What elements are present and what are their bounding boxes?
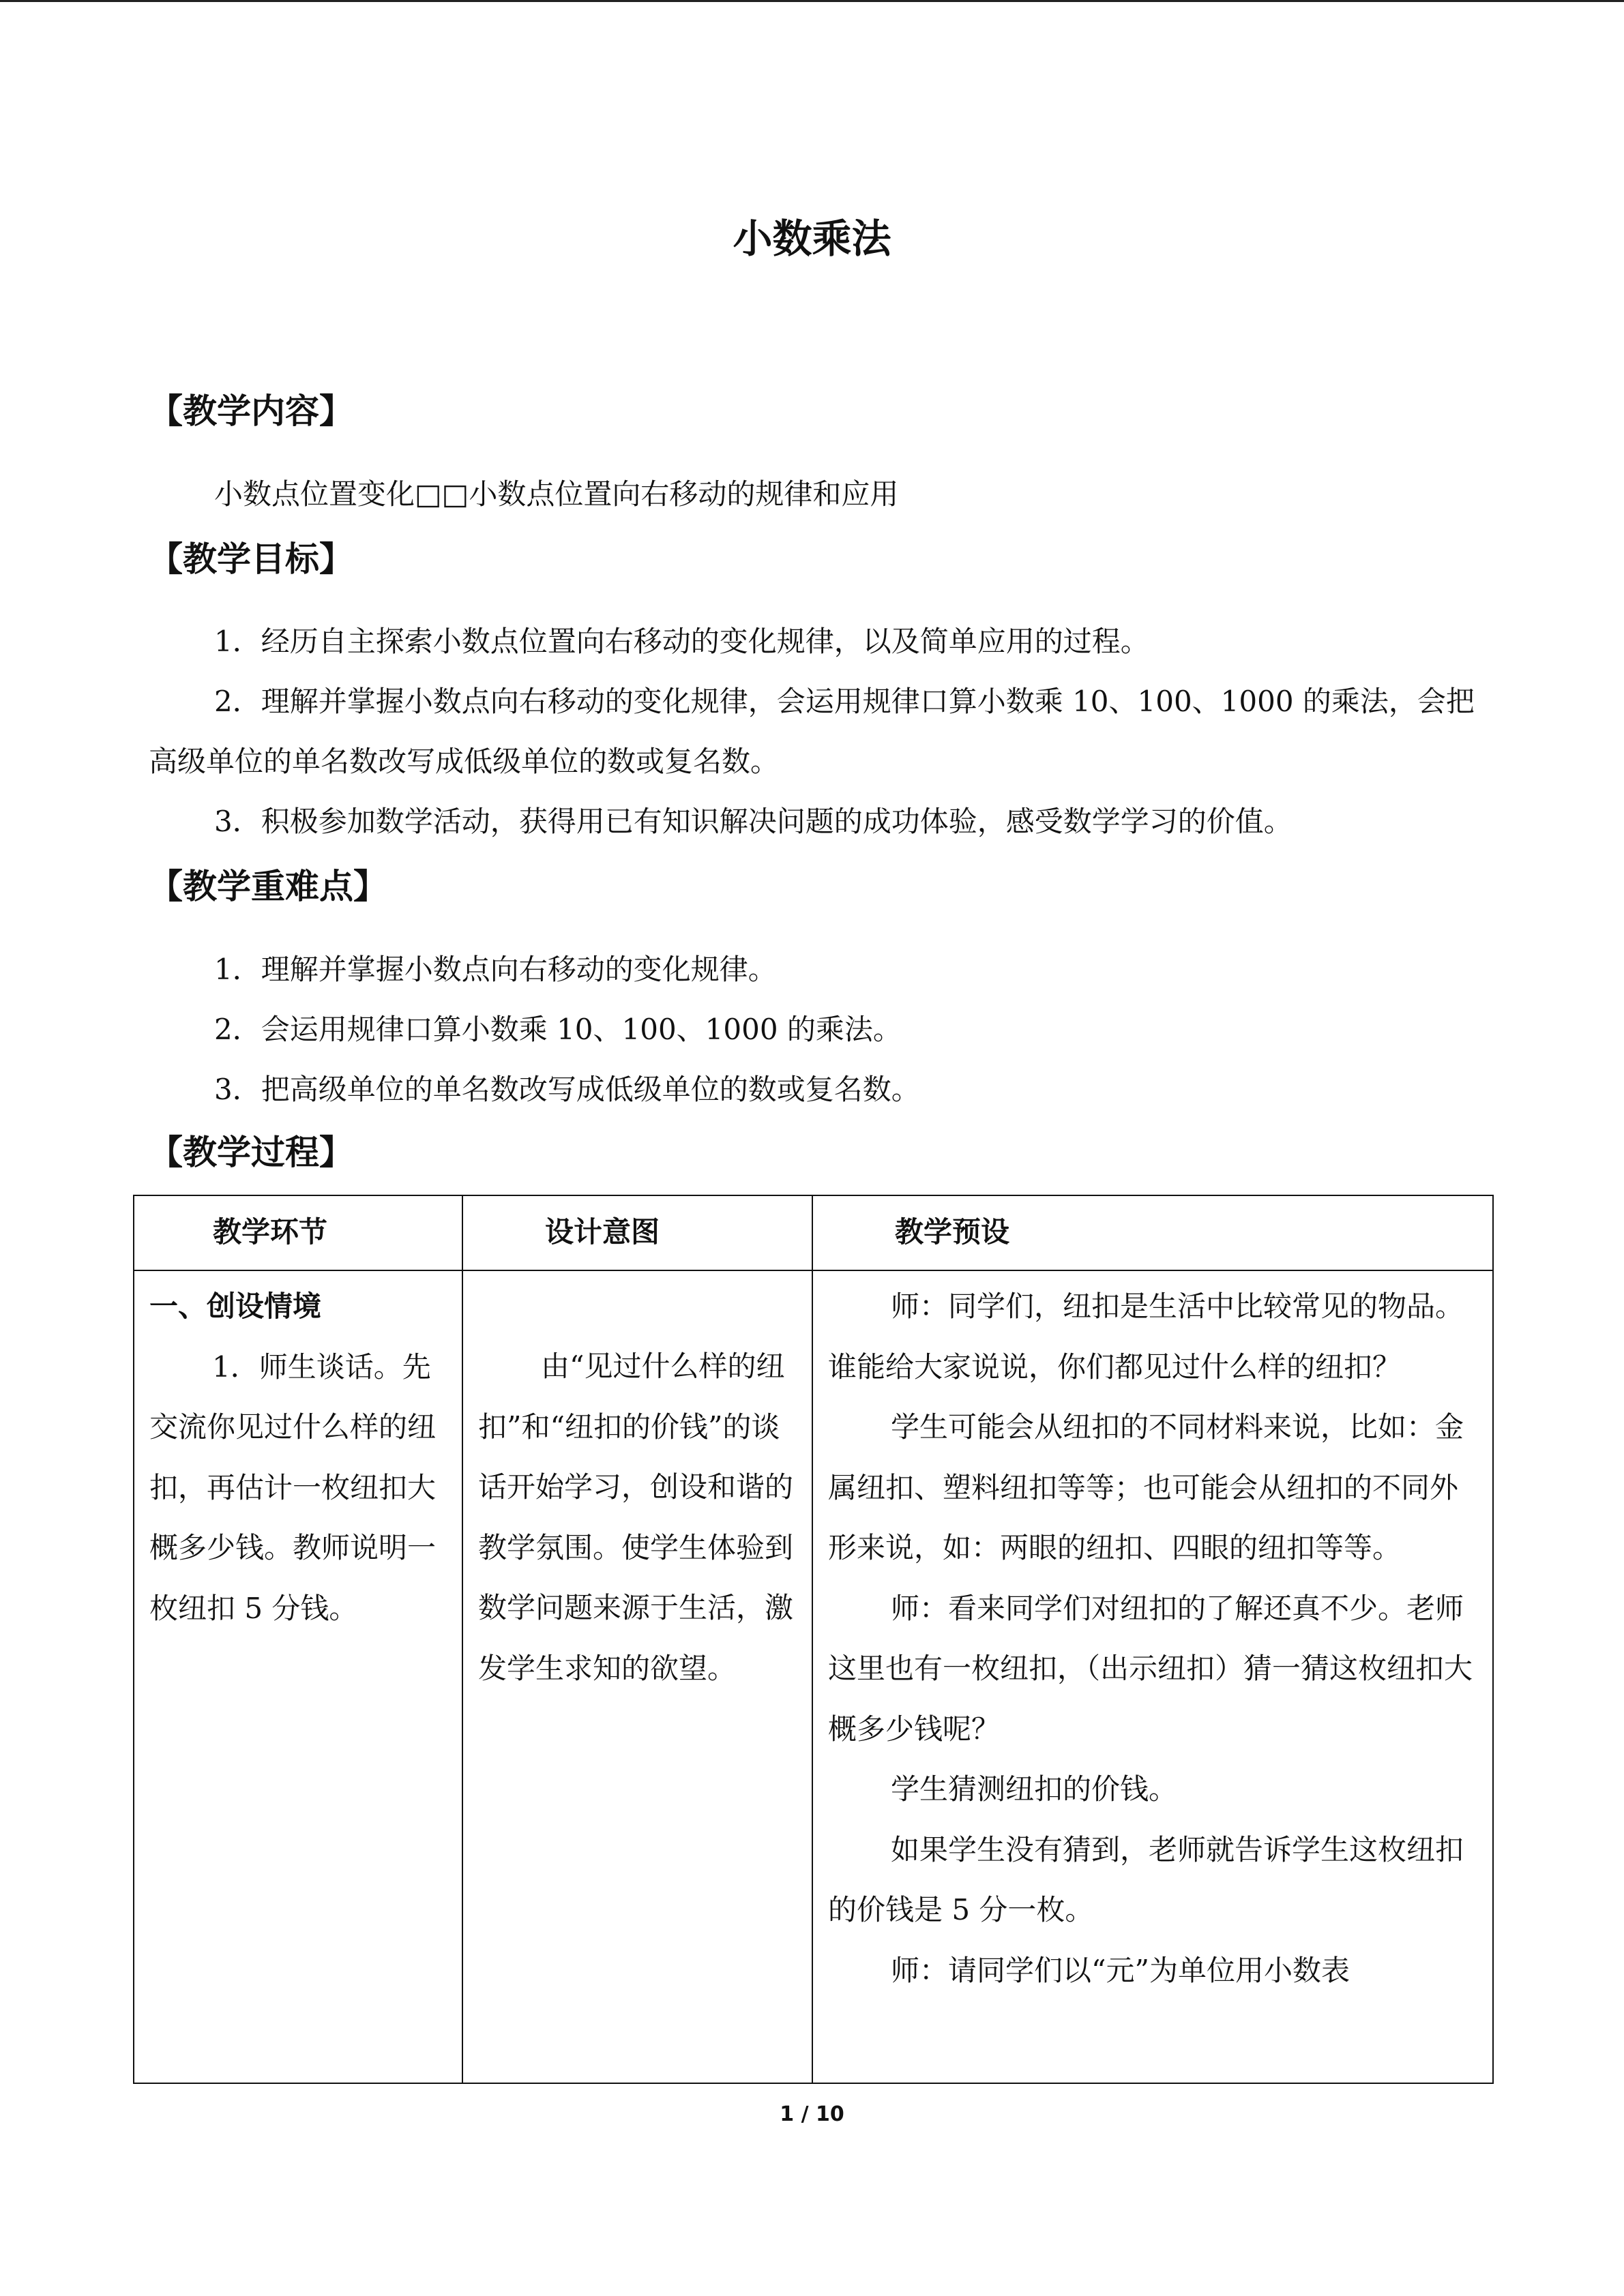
stage-title: 一、创设情境 — [149, 1289, 322, 1323]
page-title: 小数乘法 — [733, 215, 891, 262]
plan-paragraph-4: 学生猜测纽扣的价钱。 — [891, 1772, 1178, 1806]
plan-paragraph-5: 如果学生没有猜到，老师就告诉学生这枚纽扣的价钱是 5 分一枚。 — [828, 1832, 1464, 1926]
plan-paragraph-2: 学生可能会从纽扣的不同材料来说，比如：金属纽扣、塑料纽扣等等；也可能会从纽扣的不同外形来说，如：两眼的纽扣、四眼的纽扣等等。 — [828, 1410, 1464, 1564]
plan-paragraph-3: 师：看来同学们对纽扣的了解还真不少。老师这里也有一枚纽扣，（出示纽扣）猜一猜这枚纽扣大概多少钱呢？ — [828, 1591, 1473, 1746]
goal-item-1: 1．经历自主探索小数点位置向右移动的变化规律，以及简单应用的过程。 — [214, 625, 1149, 658]
intent-text: 由“见过什么样的纽扣”和“纽扣的价钱”的谈话开始学习，创设和谐的教学氛围。使学生体验到数学问题来源于生活，激发学生求知的欲望。 — [478, 1350, 794, 1685]
heading-teaching-content: 【教学内容】 — [149, 391, 353, 431]
cell-teaching-stage — [134, 1270, 462, 2083]
teaching-content-text: 小数点位置变化□□小数点位置向右移动的规律和应用 — [214, 477, 899, 511]
goal-item-2: 2．理解并掌握小数点向右移动的变化规律，会运用规律口算小数乘 10、100、1000 的乘法，会把高级单位的单名数改写成低级单位的数或复名数。 — [149, 685, 1475, 778]
header-design-intent: 设计意图 — [462, 1195, 812, 1270]
top-border-line — [0, 0, 1624, 2]
teaching-process-table — [133, 1195, 1494, 2084]
goal-item-3: 3．积极参加数学活动，获得用已有知识解决问题的成功体验，感受数学学习的价值。 — [214, 805, 1293, 838]
heading-teaching-process: 【教学过程】 — [149, 1133, 353, 1172]
key-point-1: 1．理解并掌握小数点向右移动的变化规律。 — [214, 953, 777, 986]
cell-design-intent — [462, 1270, 812, 2083]
header-teaching-plan: 教学预设 — [812, 1195, 1493, 1270]
plan-paragraph-1: 师：同学们，纽扣是生活中比较常见的物品。谁能给大家说说，你们都见过什么样的纽扣？ — [828, 1289, 1464, 1384]
stage-text: 1．师生谈话。先交流你见过什么样的纽扣，再估计一枚纽扣大概多少钱。教师说明一枚纽扣 5 分钱。 — [149, 1350, 437, 1625]
key-point-2: 2．会运用规律口算小数乘 10、100、1000 的乘法。 — [214, 1013, 902, 1046]
heading-teaching-goals: 【教学目标】 — [149, 539, 353, 579]
table-row — [134, 1270, 1493, 2083]
heading-key-points: 【教学重难点】 — [149, 867, 387, 906]
header-teaching-stage: 教学环节 — [134, 1195, 462, 1270]
table-header-row — [134, 1195, 1493, 1270]
page-number: 1 / 10 — [780, 2102, 844, 2126]
key-point-3: 3．把高级单位的单名数改写成低级单位的数或复名数。 — [214, 1073, 920, 1106]
cell-teaching-plan — [812, 1270, 1493, 2083]
plan-paragraph-6: 师：请同学们以“元”为单位用小数表 — [891, 1953, 1350, 1987]
